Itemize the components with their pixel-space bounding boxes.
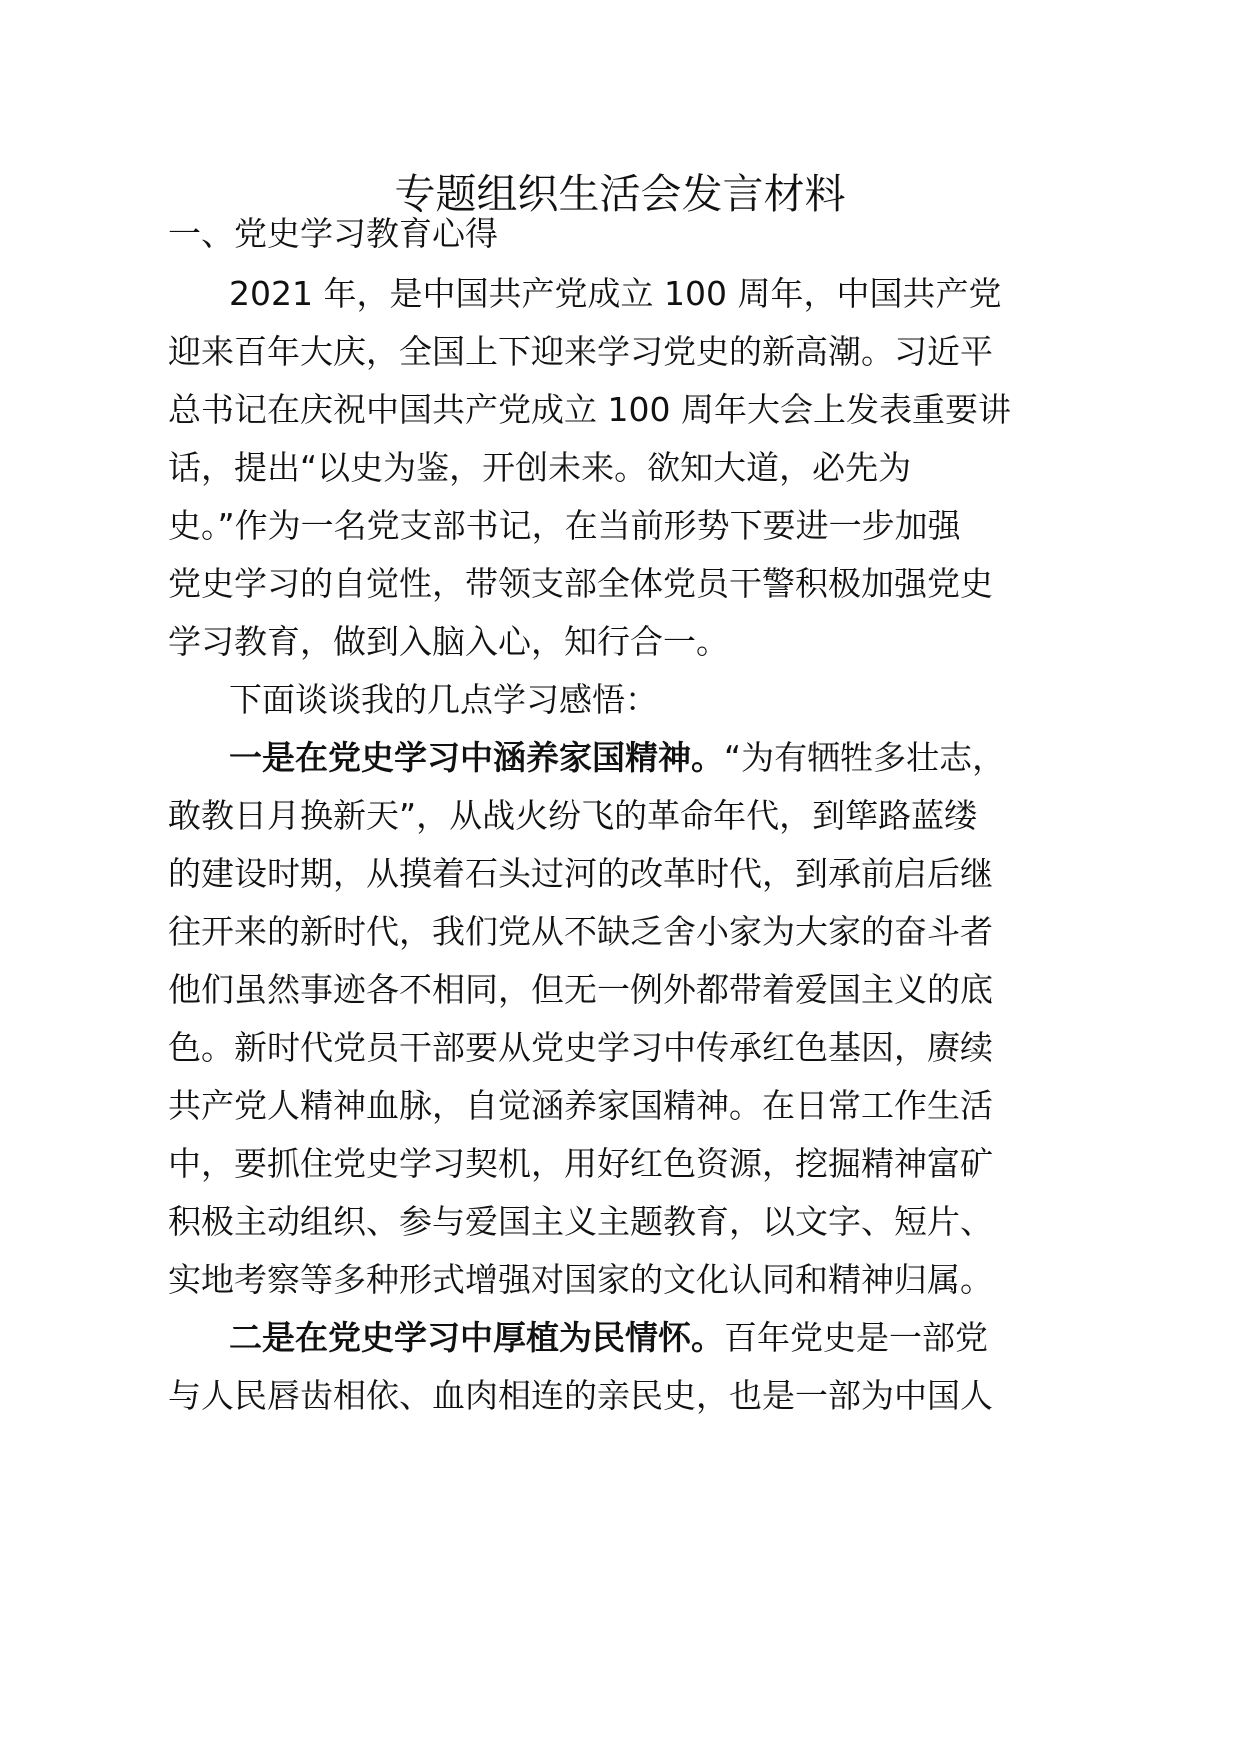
paragraph-line: 积极主动组织、参与爱国主义主题教育，以文字、短片、: [168, 1202, 993, 1241]
paragraph-first-line: [229, 736, 1005, 780]
paragraph-line: 的建设时期，从摸着石头过河的改革时代，到承前启后继: [168, 854, 993, 893]
paragraph-line: 共产党人精神血脉，自觉涵养家国精神。在日常工作生活: [168, 1086, 993, 1125]
paragraph-line: 总书记在庆祝中国共产党成立 100 周年大会上发表重要讲: [168, 390, 1011, 429]
paragraph-line: 敢教日月换新天”，从战火纷飞的革命年代，到筚路蓝缕: [168, 796, 978, 835]
paragraph-line: 史。”作为一名党支部书记，在当前形势下要进一步加强: [168, 506, 961, 545]
paragraph-text: 百年党史是一部党: [724, 1318, 988, 1357]
document-title: 专题组织生活会发言材料: [394, 170, 846, 218]
paragraph-line: 与人民唇齿相依、血肉相连的亲民史，也是一部为中国人: [168, 1376, 993, 1415]
paragraph-first-line: [229, 1316, 988, 1360]
bold-point-heading: 一是在党史学习中涵养家国精神。: [229, 738, 724, 777]
paragraph-line: 迎来百年大庆，全国上下迎来学习党史的新高潮。习近平: [168, 332, 993, 371]
section-heading: 一、党史学习教育心得: [168, 214, 498, 253]
paragraph-line: 党史学习的自觉性，带领支部全体党员干警积极加强党史: [168, 564, 993, 603]
paragraph-line: 学习教育，做到入脑入心，知行合一。: [168, 622, 729, 661]
paragraph-line: 他们虽然事迹各不相同，但无一例外都带着爱国主义的底: [168, 970, 993, 1009]
paragraph-line: 话，提出“以史为鉴，开创未来。欲知大道，必先为: [168, 448, 912, 487]
paragraph-line: 中，要抓住党史学习契机，用好红色资源，挖掘精神富矿: [168, 1144, 993, 1183]
paragraph-line: 往开来的新时代，我们党从不缺乏舍小家为大家的奋斗者: [168, 912, 993, 951]
paragraph-line: 2021 年，是中国共产党成立 100 周年，中国共产党: [229, 274, 1002, 313]
paragraph-line: 色。新时代党员干部要从党史学习中传承红色基因，赓续: [168, 1028, 993, 1067]
paragraph-line: 实地考察等多种形式增强对国家的文化认同和精神归属。: [168, 1260, 993, 1299]
paragraph-text: “为有牺牲多壮志，: [724, 738, 1006, 777]
bold-point-heading: 二是在党史学习中厚植为民情怀。: [229, 1318, 724, 1357]
paragraph-line: 下面谈谈我的几点学习感悟：: [229, 680, 658, 719]
